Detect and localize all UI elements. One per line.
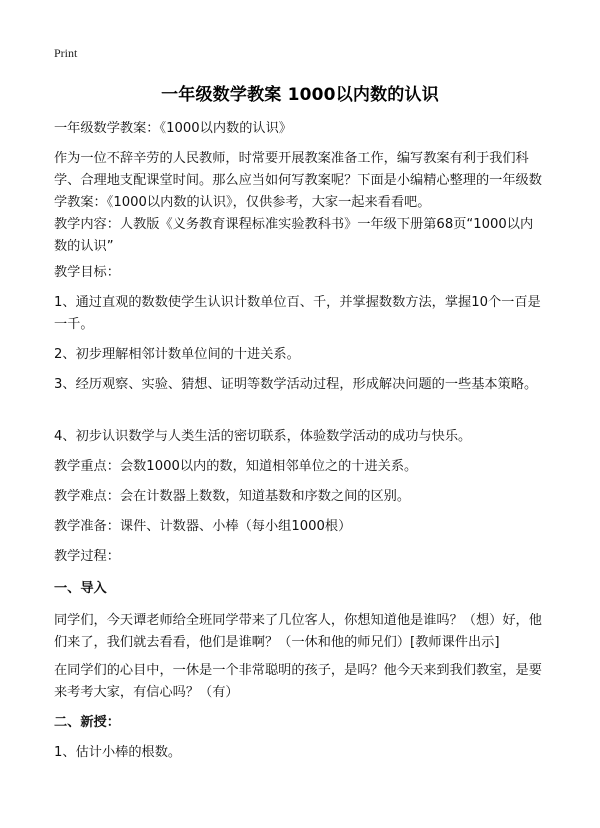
teaching-content: 教学内容：人教版《义务教育课程标准实验教科书》一年级下册第68页“1000以内数的认识” (54, 217, 534, 254)
goal-item: 3、经历观察、实验、猜想、证明等数学活动过程，形成解决问题的一些基本策略。 (54, 377, 538, 392)
goals-label: 教学目标： (54, 265, 120, 280)
intro-paragraph: 作为一位不辞辛劳的人民教师，时常要开展教案准备工作，编写教案有利于我们科学、合理地支配课堂时间。那么应当如何写教案呢？下面是小编精心整理的一年级数学教案：《1000以内数的认识》，仅供参考，大家一起来看看吧。 (54, 151, 542, 210)
goal-item: 1、通过直观的数数使学生认识计数单位百、千，并掌握数数方法，掌握10个一百是一千。 (54, 295, 541, 332)
goal-item: 4、初步认识数学与人类生活的密切联系，体验数学活动的成功与快乐。 (54, 429, 472, 444)
preparation: 教学准备：课件、计数器、小棒（每小组1000根） (54, 519, 352, 534)
section1-paragraph-2: 在同学们的心目中，一休是一个非常聪明的孩子，是吗？他今天来到我们教室，是要来考考大家，有信心吗？（有） (54, 663, 542, 700)
section-heading: 一、导入 (54, 581, 107, 596)
difficulty: 教学难点：会在计数器上数数，知道基数和序数之间的区别。 (54, 489, 411, 504)
page-title: 一年级数学教案 1000以内数的认识 (161, 85, 439, 105)
section-heading: 二、新授： (54, 715, 120, 730)
intro-label: 一年级数学教案：《1000以内数的认识》 (54, 121, 292, 136)
process-label: 教学过程： (54, 549, 120, 564)
goal-item: 2、初步理解相邻计数单位间的十进关系。 (54, 347, 300, 362)
key-point: 教学重点：会数1000以内的数，知道相邻单位之的十进关系。 (54, 459, 418, 474)
print-link[interactable]: Print (54, 46, 78, 60)
section1-paragraph-1: 同学们，今天谭老师给全班同学带来了几位客人，你想知道他是谁吗？（想）好，他们来了，我们就去看看，他们是谁啊？（一休和他的师兄们）[教师课件出示] (54, 613, 542, 650)
section2-item: 1、估计小棒的根数。 (54, 745, 182, 760)
